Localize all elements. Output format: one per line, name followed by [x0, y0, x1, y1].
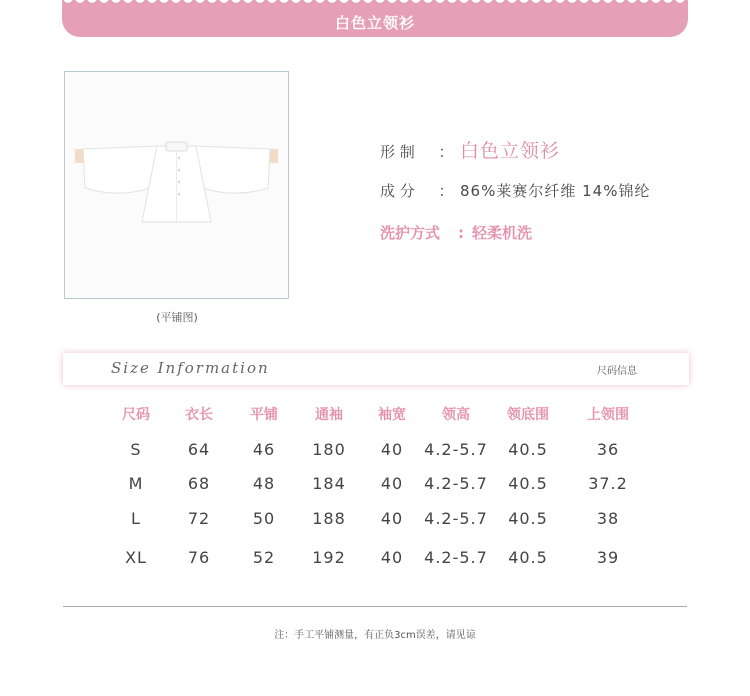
table-header-cell: 通袖 — [315, 407, 343, 423]
table-cell: 4.2-5.7 — [424, 548, 488, 567]
table-cell: 188 — [312, 509, 346, 528]
table-cell: 40 — [380, 509, 404, 528]
spec-material-value: 86%莱赛尔纤维 14%锦纶 — [460, 182, 651, 200]
table-cell: 192 — [312, 548, 346, 567]
table-cell: 37.2 — [588, 474, 628, 493]
table-row-size-label: S — [130, 440, 142, 459]
table-cell: 40 — [380, 474, 404, 493]
table-header-cell: 袖宽 — [378, 407, 406, 423]
table-header-cell: 上领围 — [587, 407, 629, 423]
page-title: 白色立领衫 — [334, 14, 415, 32]
table-cell: 40.5 — [508, 548, 548, 567]
table-cell: 46 — [252, 440, 276, 459]
size-info-bar — [63, 353, 689, 385]
table-cell: 76 — [187, 548, 211, 567]
footer-note: 注：手工平铺测量，有正负3cm误差，请见谅 — [274, 630, 476, 641]
spec-style-value: 白色立领衫 — [460, 140, 561, 162]
table-cell: 38 — [596, 509, 620, 528]
table-cell: 40.5 — [508, 474, 548, 493]
spec-care-label: 洗护方式 — [380, 224, 441, 242]
spec-care-value: 轻柔机洗 — [472, 224, 533, 242]
table-cell: 72 — [187, 509, 211, 528]
spec-style — [380, 136, 560, 163]
table-cell: 40.5 — [508, 509, 548, 528]
table-cell: 64 — [187, 440, 211, 459]
table-cell: 36 — [596, 440, 620, 459]
product-photo — [64, 71, 289, 299]
table-cell: 4.2-5.7 — [424, 509, 488, 528]
lace-trim — [62, 0, 688, 10]
table-cell: 180 — [312, 440, 346, 459]
table-row-size-label: M — [128, 474, 144, 493]
spec-material — [380, 180, 650, 201]
blouse-illustration — [65, 72, 288, 298]
spec-material-colon: ： — [438, 182, 454, 200]
table-header-cell: 领高 — [442, 407, 470, 423]
table-header-cell: 衣长 — [185, 407, 213, 423]
size-info-script-title: Size Information — [111, 359, 270, 377]
spec-style-colon: ： — [438, 143, 454, 161]
spec-style-label: 形 制 — [380, 143, 415, 161]
table-cell: 184 — [312, 474, 346, 493]
table-cell: 40.5 — [508, 440, 548, 459]
table-cell: 4.2-5.7 — [424, 474, 488, 493]
table-header-cell: 尺码 — [122, 407, 150, 423]
table-cell: 40 — [380, 440, 404, 459]
size-info-title: 尺码信息 — [597, 366, 637, 377]
table-cell: 39 — [596, 548, 620, 567]
table-row-size-label: L — [131, 509, 141, 528]
spec-care — [380, 222, 532, 243]
table-header-cell: 平铺 — [250, 407, 278, 423]
table-cell: 4.2-5.7 — [424, 440, 488, 459]
table-cell: 48 — [252, 474, 276, 493]
table-cell: 68 — [187, 474, 211, 493]
table-cell: 50 — [252, 509, 276, 528]
table-cell: 52 — [252, 548, 276, 567]
table-header-cell: 领底围 — [507, 407, 549, 423]
table-cell: 40 — [380, 548, 404, 567]
table-row-size-label: XL — [125, 548, 147, 567]
spec-care-colon: : — [458, 224, 464, 242]
spec-material-label: 成 分 — [380, 182, 415, 200]
photo-caption: (平铺图) — [156, 311, 198, 324]
divider — [63, 606, 687, 607]
